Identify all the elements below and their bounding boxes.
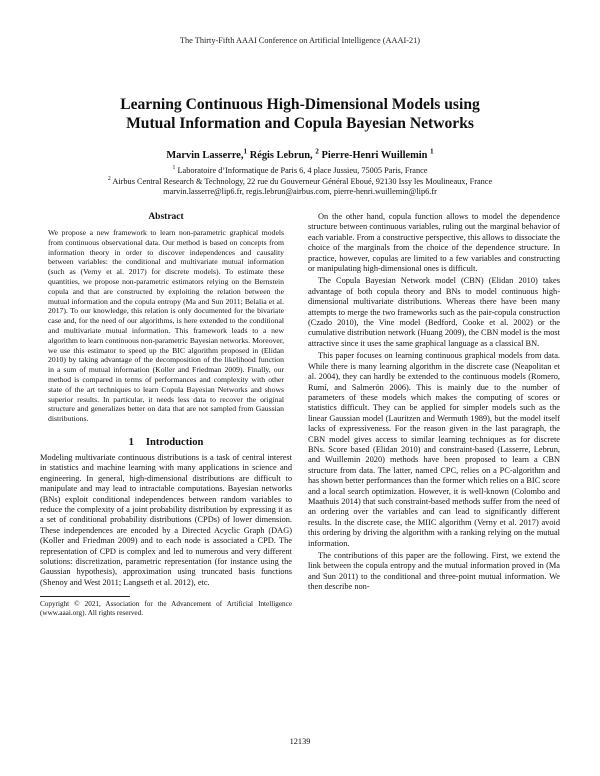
paragraph: The Copula Bayesian Network model (CBN) (Elidan 2010) takes advantage of both copula theory and BNs to model continuous high-dimensional multivariate distributions. Whereas there have been many attempts to merge the two frameworks such as the pair-copula construction (Czado 2010), the Vine model (Bedford, Cooke et al. 2002) or the cumulative distribution network (Huang 2009), the CBN model is the most attractive since it uses the same graphical language as a classical BN. xyxy=(308,276,560,348)
section-heading-introduction xyxy=(40,437,292,448)
abstract-text: We propose a new framework to learn non-parametric graphical models from continuous observational data. Our method is based on concepts from information theory in order to discover independences and causality between variables: the conditional and multivariate mutual information (such as (Verny et al. 2017) for discrete models). To estimate these quantities, we propose non-parametric estimators relying on the Bernstein copula and that are constructed by exploiting the relation between the mutual information and the copula entropy (Ma and Sun 2011; Belalia et al. 2017). To our knowledge, this relation is only documented for the bivariate case and, for the need of our algorithms, is here extended to the conditional and multivariate mutual information. This framework leads to a new algorithm to learn continuous non-parametric Bayesian networks. Moreover, we use this estimator to speed up the BIC algorithm proposed in (Elidan 2010) by taking advantage of the decomposition of the likelihood function in a sum of mutual information (Koller and Friedman 2009). Finally, our method is compared in terms of performances and complexity with other state of the art techniques to learn Copula Bayesian Networks and shows superior results. In particular, it needs less data to recover the original structure and generalizes better on data that are not sampled from Gaussian distributions. xyxy=(48,228,284,424)
affiliation-text: Airbus Central Research & Technology, 22 rue du Gouverneur Général Eboué, 92130 Issy les Moulineaux, France xyxy=(112,176,493,186)
page-number: 12139 xyxy=(289,737,311,746)
author-name: Régis Lebrun, xyxy=(249,150,313,161)
affiliation-2 xyxy=(40,177,560,188)
paper-title xyxy=(40,95,560,133)
affiliation-text: Laboratoire d’Informatique de Paris 6, 4 place Jussieu, 75005 Paris, France xyxy=(177,166,428,175)
author-name: Pierre-Henri Wuillemin xyxy=(321,150,428,161)
abstract-body xyxy=(48,228,284,424)
title-line-2: Mutual Information and Copula Bayesian Networks xyxy=(126,115,474,132)
affil-mark: 2 xyxy=(107,175,111,182)
title-line-1: Learning Continuous High-Dimensional Models using xyxy=(120,96,480,113)
affiliations xyxy=(40,166,560,198)
author-name: Marvin Lasserre, xyxy=(166,150,244,161)
paragraph: This paper focuses on learning continuous graphical models from data. While there is many learning algorithm in the discrete case (Neapolitan et al. 2004), they can hardly be extended to the continuous models (Romero, Rumí, and Salmerón 2006). This is mainly due to the number of parameters of these models which makes the computing of scores or statistics difficult. They can be applied for simpler models such as the linear Gaussian model (Lauritzen and Wermuth 1989), but the model itself lacks of expressiveness. For the reason given in the last paragraph, the CBN model gives access to similar learning techniques as for discrete BNs. Score based (Elidan 2010) and constraint-based (Lasserre, Lebrun, and Wuillemin 2020) methods have been proposed to learn a CBN structure from data. The latter, named CPC, relies on a PC-algorithm and has shown better performances than the former which relies on a BIC score and a local search optimization. However, it is well-known (Colombo and Maathuis 2014) that such constraint-based methods suffer from the need of an ordering over the variables and can lead to significantly different results. In the discrete case, the MIIC algorithm (Verny et al. 2017) avoid this ordering by driving the algorithm with a ranking relying on the mutual information. xyxy=(308,351,560,548)
author-affil-mark: 1 xyxy=(430,147,434,156)
introduction-body xyxy=(40,453,292,588)
affil-mark: 1 xyxy=(172,165,176,172)
paragraph: Modeling multivariate continuous distributions is a task of central interest in statistics and machine learning with many applications in science and engineering. In general, high-dimensional distributions are difficult to manipulate and may lead to intractable computations. Bayesian networks (BNs) exploit conditional independences between random variables to reduce the complexity of a joint probability distribution by expressing it as a set of conditional probability distributions (CPDs) of lower dimension. These independences are encoded by a Directed Acyclic Graph (DAG) (Koller and Friedman 2009) and to each node is associated a CPD. The representation of CPD is complex and led to numerous and very different solutions: discretization, parametric representation (for instance using the Gaussian hypothesis), approximation using truncated basis functions (Shenoy and West 2011; Langseth et al. 2012), etc. xyxy=(40,452,292,587)
author-affil-mark: 1 xyxy=(243,147,248,156)
author-emails: marvin.lasserre@lip6.fr, regis.lebrun@airbus.com, pierre-henri.wuillemin@lip6.fr xyxy=(163,187,437,197)
abstract-heading: Abstract xyxy=(148,212,184,222)
right-column xyxy=(308,212,560,593)
paragraph: On the other hand, copula function allows to model the dependence structure between continuous variables, ruling out the marginal behavior of each variable. From a constructive perspective, this allows to dissociate the choice of the marginals from the choice of the dependence structure. In practice, however, copulas are limited to a few variables and constructing or manipulating high-dimensional ones is difficult. xyxy=(308,212,560,274)
left-column xyxy=(40,212,292,617)
affiliation-1 xyxy=(40,166,560,177)
section-number: 1 xyxy=(128,436,134,448)
author-affil-mark: 2 xyxy=(315,147,319,156)
author-list xyxy=(40,147,560,161)
footnote-rule xyxy=(40,596,130,597)
running-head: The Thirty-Fifth AAAI Conference on Artificial Intelligence (AAAI-21) xyxy=(179,36,421,45)
paragraph: The contributions of this paper are the following. First, we extend the link between the copula entropy and the mutual information proved in (Ma and Sun 2011) to the conditional and three-point mutual information. We then describe non- xyxy=(308,551,560,592)
copyright-notice: Copyright © 2021, Association for the Advancement of Artificial Intelligence (www.aaai.org). All rights reserved. xyxy=(40,600,292,617)
section-title: Introduction xyxy=(145,436,204,448)
